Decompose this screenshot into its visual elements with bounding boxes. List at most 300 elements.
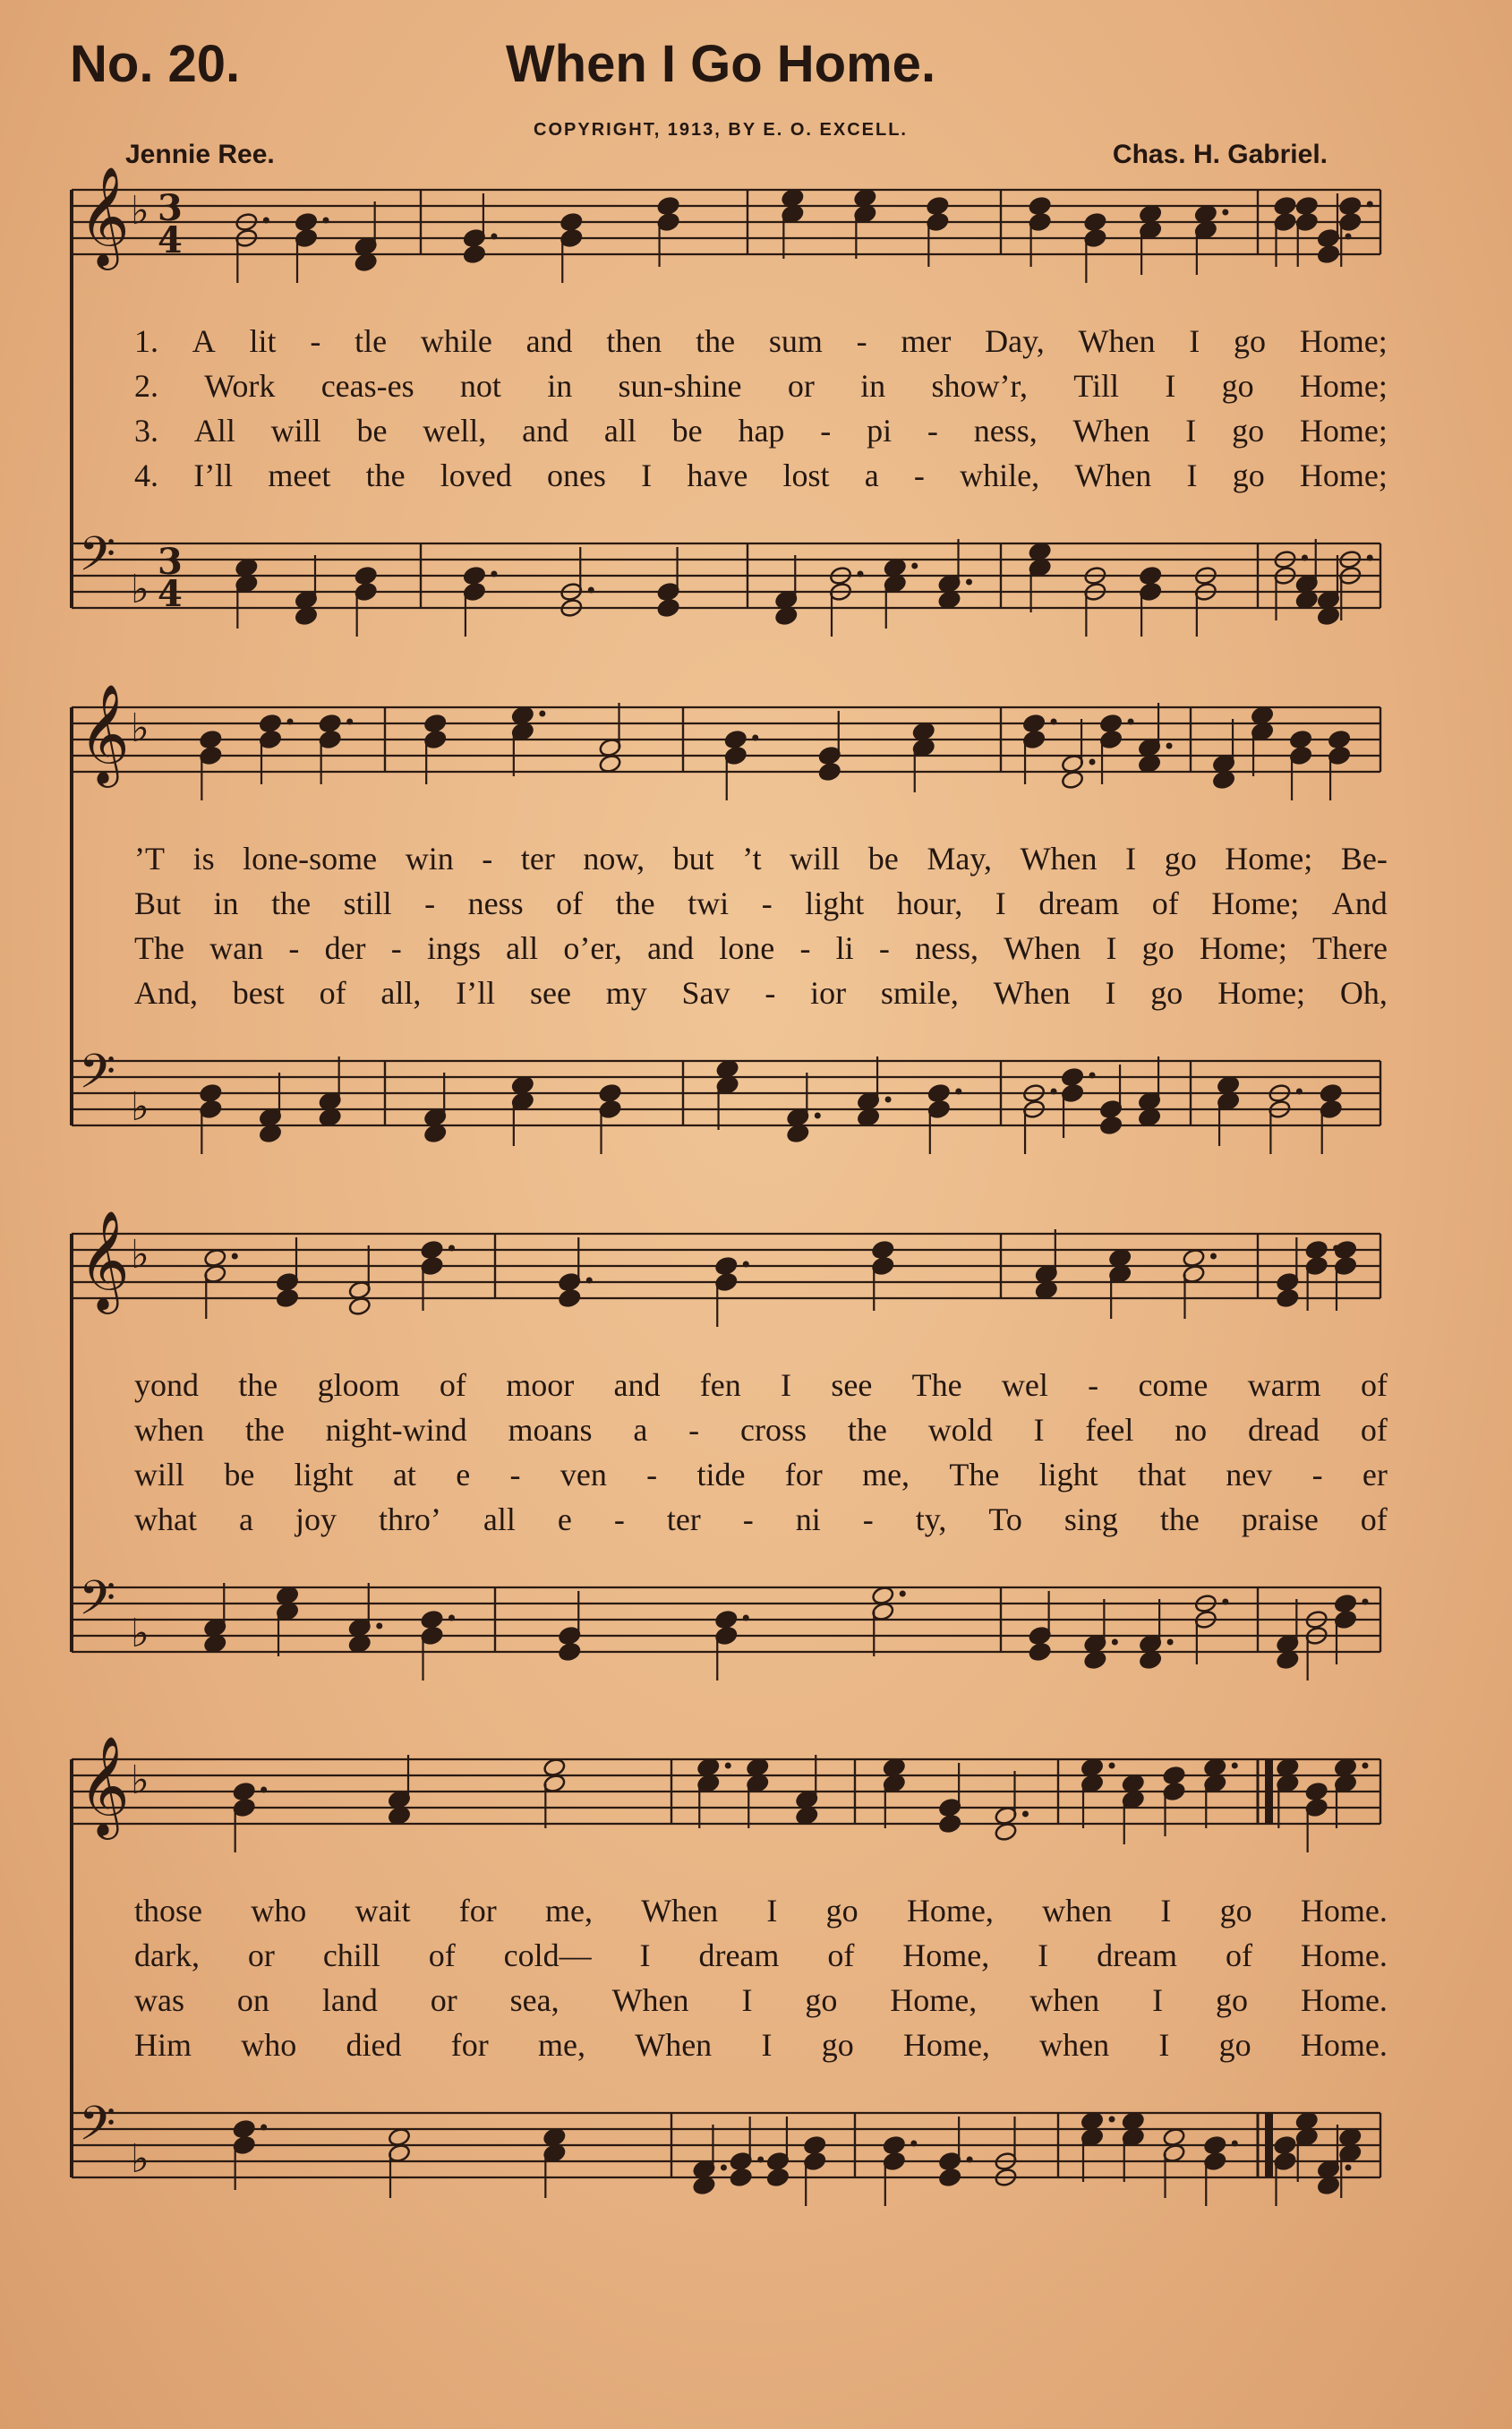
lyric-syllable: I bbox=[766, 1893, 778, 1929]
dot-icon bbox=[1232, 2141, 1238, 2147]
note-head bbox=[1273, 196, 1296, 217]
lyric-syllable: of bbox=[827, 1937, 855, 1973]
lyric-verse-4 bbox=[134, 1501, 1388, 1538]
note-head bbox=[233, 1782, 256, 1802]
lyric-syllable: or bbox=[247, 1937, 275, 1973]
lyric-syllable: A bbox=[192, 323, 216, 359]
lyric-syllable: while, bbox=[960, 458, 1040, 493]
note-head bbox=[355, 566, 378, 586]
lyric-syllable: All bbox=[193, 413, 235, 449]
dot-icon bbox=[966, 579, 972, 586]
lyric-syllable: will bbox=[790, 841, 841, 877]
lyric-syllable: dream bbox=[1038, 885, 1120, 921]
lyric-syllable: sum bbox=[768, 323, 823, 359]
note-head bbox=[542, 1758, 566, 1778]
note-head bbox=[1182, 1248, 1205, 1269]
dot-icon bbox=[721, 2165, 727, 2171]
lyric-syllable: - bbox=[613, 1501, 625, 1537]
lyric-syllable: I bbox=[1038, 1937, 1049, 1973]
lyric-syllable: when bbox=[134, 1412, 204, 1448]
time-signature-numerator: 3 bbox=[158, 541, 183, 583]
dot-icon bbox=[752, 735, 758, 741]
lyric-syllable: the bbox=[365, 458, 406, 493]
lyric-syllable: of bbox=[1360, 1412, 1388, 1448]
dot-icon bbox=[1367, 555, 1373, 561]
lyric-syllable: of bbox=[1360, 1367, 1388, 1403]
lyric-syllable: I bbox=[1106, 930, 1117, 966]
lyric-syllable: I bbox=[1125, 841, 1137, 877]
lyric-syllable: - bbox=[288, 930, 300, 966]
note-head bbox=[1320, 1083, 1343, 1104]
lyric-syllable: of bbox=[556, 885, 584, 921]
note-head bbox=[818, 762, 841, 783]
dot-icon bbox=[261, 1787, 267, 1793]
lyric-syllable: ven bbox=[560, 1457, 607, 1492]
lyric-syllable: while bbox=[420, 323, 492, 359]
lyric-verse-4 bbox=[134, 457, 1388, 494]
dot-icon bbox=[1051, 719, 1057, 725]
lyric-syllable: - bbox=[878, 930, 890, 966]
note-head bbox=[1122, 1774, 1145, 1794]
dot-icon bbox=[586, 1278, 593, 1284]
note-head bbox=[1212, 770, 1235, 791]
lyric-syllable: - bbox=[742, 1501, 754, 1537]
dot-icon bbox=[1222, 210, 1228, 216]
lyric-syllable: still bbox=[343, 885, 392, 921]
note-head bbox=[1305, 1782, 1328, 1802]
hymn-number: No. 20. bbox=[70, 35, 241, 93]
lyric-syllable: when bbox=[1039, 2027, 1110, 2063]
note-head bbox=[1276, 1288, 1299, 1309]
bass-notes bbox=[199, 1056, 1343, 1154]
lyric-syllable: cross bbox=[740, 1412, 807, 1448]
lyric-syllable: - bbox=[424, 885, 436, 921]
lyric-syllable: moor bbox=[506, 1367, 575, 1403]
dot-icon bbox=[885, 1097, 892, 1103]
lyric-verse-2 bbox=[134, 1937, 1388, 1974]
note-head bbox=[786, 1124, 809, 1144]
lyric-syllable: all bbox=[603, 413, 636, 449]
note-head bbox=[884, 558, 907, 578]
hymn-title: When I Go Home. bbox=[505, 35, 936, 93]
lyric-syllable: I bbox=[1105, 975, 1116, 1011]
note-head bbox=[1035, 1280, 1058, 1301]
note-head bbox=[871, 1240, 894, 1261]
lyric-syllable: light bbox=[1038, 1457, 1098, 1492]
lyric-syllable: sun-shine bbox=[618, 368, 742, 404]
note-head bbox=[871, 1586, 894, 1606]
lyric-syllable: light bbox=[294, 1457, 354, 1492]
lyric-syllable: those bbox=[134, 1893, 202, 1929]
lyric-syllable: in bbox=[213, 885, 239, 921]
lyric-syllable: - bbox=[688, 1412, 700, 1448]
lyric-syllable: go bbox=[1221, 368, 1254, 404]
note-head bbox=[463, 244, 486, 265]
lyric-syllable: Till bbox=[1073, 368, 1120, 404]
note-head bbox=[1295, 590, 1319, 611]
lyric-syllable: that bbox=[1137, 1457, 1186, 1492]
dot-icon bbox=[1367, 201, 1373, 208]
bass-notes bbox=[235, 539, 1372, 637]
lyric-syllable: - bbox=[761, 885, 773, 921]
lyric-syllable: loved bbox=[440, 458, 512, 493]
lyric-syllable: all bbox=[483, 1501, 516, 1537]
lyric-syllable: - bbox=[799, 930, 811, 966]
note-head bbox=[857, 1108, 880, 1128]
note-head bbox=[1251, 706, 1274, 726]
final-barline bbox=[1265, 1759, 1273, 1824]
lyric-syllable: I bbox=[1165, 368, 1176, 404]
lyric-syllable: go bbox=[1232, 413, 1265, 449]
lyric-syllable: Home; bbox=[1217, 975, 1306, 1011]
dot-icon bbox=[1302, 555, 1308, 561]
lyric-syllable: ni bbox=[795, 1501, 821, 1537]
note-head bbox=[1317, 244, 1340, 265]
lyric-syllable: or bbox=[787, 368, 815, 404]
note-head bbox=[1139, 204, 1162, 225]
lyric-syllable: 1. bbox=[134, 323, 158, 359]
lyric-verse-4 bbox=[134, 974, 1388, 1012]
lyric-syllable: Sav bbox=[681, 975, 730, 1011]
lyric-syllable: ings bbox=[426, 930, 481, 966]
lyric-syllable: ter bbox=[520, 841, 555, 877]
dot-icon bbox=[900, 1591, 906, 1597]
lyric-syllable: Home; bbox=[1299, 323, 1388, 359]
lyric-verse-1 bbox=[134, 840, 1388, 877]
note-head bbox=[235, 558, 258, 578]
lyric-syllable: 4. bbox=[134, 458, 158, 493]
bass-notes bbox=[233, 2111, 1363, 2206]
lyric-syllable: - bbox=[646, 1457, 658, 1492]
lyric-syllable: der bbox=[324, 930, 366, 966]
lyric-syllable: There bbox=[1312, 930, 1388, 966]
lyric-syllable: ceas-es bbox=[320, 368, 414, 404]
note-head bbox=[388, 1806, 411, 1826]
lyric-syllable: my bbox=[605, 975, 647, 1011]
lyric-syllable: of bbox=[1360, 1501, 1388, 1537]
lyric-syllable: what bbox=[134, 1501, 197, 1537]
dot-icon bbox=[1345, 2165, 1351, 2171]
note-head bbox=[1162, 2127, 1185, 2148]
lyric-syllable: land bbox=[321, 1982, 378, 2018]
lyric-syllable: go bbox=[1219, 1893, 1252, 1929]
note-head bbox=[199, 1083, 222, 1104]
copyright-notice: COPYRIGHT, 1913, BY E. O. EXCELL. bbox=[534, 120, 908, 140]
lyric-syllable: Day, bbox=[985, 323, 1045, 359]
key-signature-flat-icon: ♭ bbox=[131, 1611, 149, 1656]
dot-icon bbox=[491, 234, 497, 240]
lyric-syllable: Home; bbox=[1225, 841, 1313, 877]
lyric-syllable: I bbox=[1158, 2027, 1170, 2063]
note-head bbox=[423, 714, 447, 734]
note-head bbox=[1029, 196, 1052, 217]
dot-icon bbox=[491, 571, 497, 577]
note-head bbox=[1289, 730, 1312, 750]
lyric-syllable: I bbox=[1152, 1982, 1164, 2018]
note-head bbox=[388, 2127, 411, 2148]
lyric-syllable: go bbox=[1150, 975, 1183, 1011]
lyric-syllable: go bbox=[1141, 930, 1175, 966]
lyric-syllable: Home; bbox=[1299, 413, 1388, 449]
treble-notes bbox=[235, 188, 1372, 283]
lyric-syllable: when bbox=[1029, 1982, 1100, 2018]
lyric-syllable: sea, bbox=[509, 1982, 560, 2018]
dot-icon bbox=[1167, 1639, 1174, 1646]
note-head bbox=[715, 1059, 739, 1080]
note-head bbox=[203, 1248, 226, 1269]
lyric-syllable: mer bbox=[901, 323, 952, 359]
note-head bbox=[1334, 1594, 1357, 1614]
lyric-syllable: praise bbox=[1241, 1501, 1319, 1537]
note-head bbox=[1317, 2176, 1340, 2196]
treble-clef-icon: 𝄞 bbox=[79, 166, 130, 266]
bass-notes bbox=[203, 1583, 1368, 1681]
lyric-syllable: go bbox=[821, 2027, 854, 2063]
note-head bbox=[696, 1758, 720, 1778]
lyric-verse-1 bbox=[134, 322, 1388, 360]
lyric-syllable: dark, bbox=[134, 1937, 200, 1973]
lyric-syllable: - bbox=[509, 1457, 521, 1492]
lyric-syllable: of bbox=[428, 1937, 456, 1973]
note-head bbox=[1083, 212, 1106, 233]
note-head bbox=[423, 1124, 447, 1144]
note-head bbox=[1217, 1075, 1240, 1096]
lyric-syllable: go bbox=[1234, 323, 1267, 359]
lyric-syllable: Home. bbox=[1300, 1982, 1388, 2018]
dot-icon bbox=[1089, 1073, 1096, 1079]
lyric-syllable: will bbox=[270, 413, 321, 449]
note-head bbox=[1022, 714, 1046, 734]
note-head bbox=[714, 1256, 738, 1277]
bass-clef-icon: 𝄢 bbox=[79, 2097, 116, 2163]
lyric-verse-2 bbox=[134, 1411, 1388, 1449]
dot-icon bbox=[287, 719, 294, 725]
note-head bbox=[1334, 1240, 1357, 1261]
dot-icon bbox=[539, 711, 545, 717]
lyric-syllable: But bbox=[134, 885, 182, 921]
note-head bbox=[1334, 1758, 1357, 1778]
lyric-syllable: When bbox=[635, 2027, 713, 2063]
note-head bbox=[853, 188, 876, 209]
treble-clef-icon: 𝄞 bbox=[79, 683, 130, 783]
dot-icon bbox=[815, 1113, 821, 1119]
note-head bbox=[511, 1075, 534, 1096]
lyric-syllable: be bbox=[224, 1457, 255, 1492]
lyric-syllable: me, bbox=[544, 1893, 593, 1929]
lyric-syllable: night-wind bbox=[325, 1412, 467, 1448]
lyric-syllable: 2. bbox=[134, 368, 158, 404]
lyric-syllable: ness, bbox=[915, 930, 979, 966]
note-head bbox=[558, 1642, 581, 1663]
dot-icon bbox=[261, 2125, 267, 2131]
lyric-syllable: be bbox=[356, 413, 388, 449]
lyric-syllable: When bbox=[611, 1982, 689, 2018]
lyric-syllable: go bbox=[1232, 458, 1265, 493]
dot-icon bbox=[1109, 2117, 1115, 2123]
note-head bbox=[938, 1814, 961, 1835]
lyric-syllable: I bbox=[1189, 323, 1200, 359]
lyric-syllable: 3. bbox=[134, 413, 158, 449]
lyric-syllable: not bbox=[459, 368, 501, 404]
lyric-syllable: go bbox=[1216, 1982, 1249, 2018]
bass-staff bbox=[72, 527, 1380, 615]
note-head bbox=[912, 722, 935, 742]
note-head bbox=[883, 2135, 906, 2156]
lyric-syllable: ty, bbox=[915, 1501, 947, 1537]
dot-icon bbox=[743, 1615, 749, 1621]
note-head bbox=[766, 2168, 790, 2188]
lyric-syllable: lone bbox=[719, 930, 775, 966]
lyric-syllable: meet bbox=[268, 458, 331, 493]
time-signature-numerator: 3 bbox=[158, 187, 183, 229]
lyric-syllable: warm bbox=[1247, 1367, 1321, 1403]
note-head bbox=[1305, 1240, 1328, 1261]
note-head bbox=[926, 196, 949, 217]
note-head bbox=[203, 1634, 226, 1655]
lyric-syllable: ones bbox=[546, 458, 606, 493]
lyric-verse-3 bbox=[134, 1981, 1388, 2019]
lyric-syllable: dread bbox=[1248, 1412, 1320, 1448]
note-head bbox=[1029, 1642, 1052, 1663]
lyric-syllable: hour, bbox=[896, 885, 963, 921]
lyric-syllable: a bbox=[864, 458, 879, 493]
lyric-syllable: And bbox=[1331, 885, 1388, 921]
note-head bbox=[1276, 1758, 1299, 1778]
lyric-syllable: of bbox=[1225, 1937, 1252, 1973]
lyric-syllable: - bbox=[1088, 1367, 1099, 1403]
bass-clef-icon: 𝄢 bbox=[79, 1045, 116, 1111]
dot-icon bbox=[1128, 719, 1134, 725]
note-head bbox=[927, 1083, 951, 1104]
lyric-syllable: go bbox=[805, 1982, 838, 2018]
key-signature-flat-icon: ♭ bbox=[131, 1084, 149, 1130]
dot-icon bbox=[448, 1245, 455, 1252]
lyric-syllable: Home, bbox=[906, 1893, 994, 1929]
dot-icon bbox=[858, 571, 864, 577]
lyric-syllable: a bbox=[633, 1412, 648, 1448]
lyric-verse-4 bbox=[134, 2026, 1388, 2064]
lyric-syllable: but bbox=[672, 841, 714, 877]
lyric-syllable: ’t bbox=[742, 841, 762, 877]
lyric-syllable: and bbox=[522, 413, 569, 449]
lyric-syllable: e bbox=[456, 1457, 471, 1492]
dot-icon bbox=[1166, 743, 1173, 749]
lyric-syllable: To bbox=[988, 1501, 1022, 1537]
lyric-syllable: wait bbox=[355, 1893, 411, 1929]
note-head bbox=[542, 2127, 566, 2148]
note-head bbox=[1338, 2127, 1362, 2148]
lyric-syllable: The bbox=[911, 1367, 962, 1403]
lyric-syllable: The bbox=[949, 1457, 1000, 1492]
treble-notes bbox=[203, 1229, 1357, 1327]
dot-icon bbox=[323, 218, 329, 224]
lyric-syllable: Home. bbox=[1300, 1937, 1388, 1973]
lyric-syllable: light bbox=[805, 885, 865, 921]
note-head bbox=[1061, 1067, 1084, 1088]
lyric-syllable: And, bbox=[134, 975, 198, 1011]
lyric-syllable: I bbox=[1160, 1893, 1172, 1929]
treble-notes bbox=[233, 1755, 1369, 1852]
note-head bbox=[1194, 204, 1217, 225]
lyric-verse-2 bbox=[134, 885, 1388, 922]
lyric-syllable: joy bbox=[295, 1501, 337, 1537]
lyric-syllable: in bbox=[547, 368, 573, 404]
note-head bbox=[295, 212, 318, 233]
lyric-syllable: wan bbox=[209, 930, 264, 966]
lyric-syllable: I bbox=[641, 458, 653, 493]
lyric-syllable: ’T bbox=[134, 841, 165, 877]
dot-icon bbox=[232, 1253, 238, 1260]
lyric-syllable: I bbox=[741, 1982, 753, 2018]
note-head bbox=[795, 1806, 818, 1826]
lyric-syllable: smile, bbox=[880, 975, 959, 1011]
lyric-syllable: yond bbox=[134, 1367, 199, 1403]
lyric-syllable: the bbox=[244, 1412, 285, 1448]
lyric-verse-1 bbox=[134, 1892, 1388, 1929]
lyric-syllable: who bbox=[251, 1893, 307, 1929]
lyric-syllable: the bbox=[1159, 1501, 1200, 1537]
lyric-syllable: died bbox=[346, 2027, 402, 2063]
lyric-syllable: - bbox=[820, 413, 832, 449]
lyric-syllable: Home; bbox=[1299, 368, 1388, 404]
lyric-syllable: e bbox=[557, 1501, 572, 1537]
lyric-syllable: of bbox=[319, 975, 346, 1011]
lyric-syllable: May, bbox=[927, 841, 992, 877]
dot-icon bbox=[1362, 1599, 1368, 1605]
lyric-syllable: lit bbox=[249, 323, 277, 359]
lyric-syllable: a bbox=[238, 1501, 253, 1537]
lyric-syllable: sing bbox=[1064, 1501, 1118, 1537]
note-head bbox=[994, 1822, 1017, 1843]
dot-icon bbox=[1362, 1763, 1368, 1769]
treble-notes bbox=[199, 703, 1351, 800]
lyric-syllable: - bbox=[390, 930, 402, 966]
lyric-syllable: ness bbox=[467, 885, 524, 921]
note-head bbox=[1083, 1650, 1106, 1671]
note-head bbox=[319, 1108, 342, 1128]
lyric-verse-3 bbox=[134, 929, 1388, 967]
lyric-syllable: feel bbox=[1085, 1412, 1134, 1448]
dot-icon bbox=[1109, 1763, 1115, 1769]
note-head bbox=[199, 730, 222, 750]
lyric-syllable: o’er, bbox=[563, 930, 622, 966]
lyric-verse-3 bbox=[134, 412, 1388, 449]
time-signature-denominator: 4 bbox=[158, 219, 183, 261]
lyric-syllable: go bbox=[1164, 841, 1197, 877]
lyric-syllable: When bbox=[641, 1893, 719, 1929]
lyric-syllable: no bbox=[1175, 1412, 1208, 1448]
lyric-syllable: fen bbox=[699, 1367, 741, 1403]
lyric-syllable: nev bbox=[1226, 1457, 1273, 1492]
lyric-syllable: all bbox=[506, 930, 539, 966]
lyric-syllable: for bbox=[450, 2027, 489, 2063]
lyric-syllable: Home; bbox=[1211, 885, 1300, 921]
dot-icon bbox=[1112, 1639, 1118, 1646]
lyric-syllable: - bbox=[913, 458, 925, 493]
lyric-syllable: Home; bbox=[1199, 930, 1287, 966]
key-signature-flat-icon: ♭ bbox=[131, 1758, 149, 1803]
lyric-syllable: now, bbox=[583, 841, 645, 877]
lyric-syllable: I’ll bbox=[456, 975, 496, 1011]
lyric-syllable: I bbox=[781, 1367, 792, 1403]
dot-icon bbox=[1222, 1599, 1228, 1605]
lyric-syllable: all, bbox=[380, 975, 422, 1011]
lyric-syllable: gloom bbox=[317, 1367, 400, 1403]
lyric-syllable: - bbox=[862, 1501, 874, 1537]
lyric-syllable: at bbox=[392, 1457, 416, 1492]
dot-icon bbox=[757, 2157, 764, 2163]
lyric-syllable: I’ll bbox=[193, 458, 234, 493]
